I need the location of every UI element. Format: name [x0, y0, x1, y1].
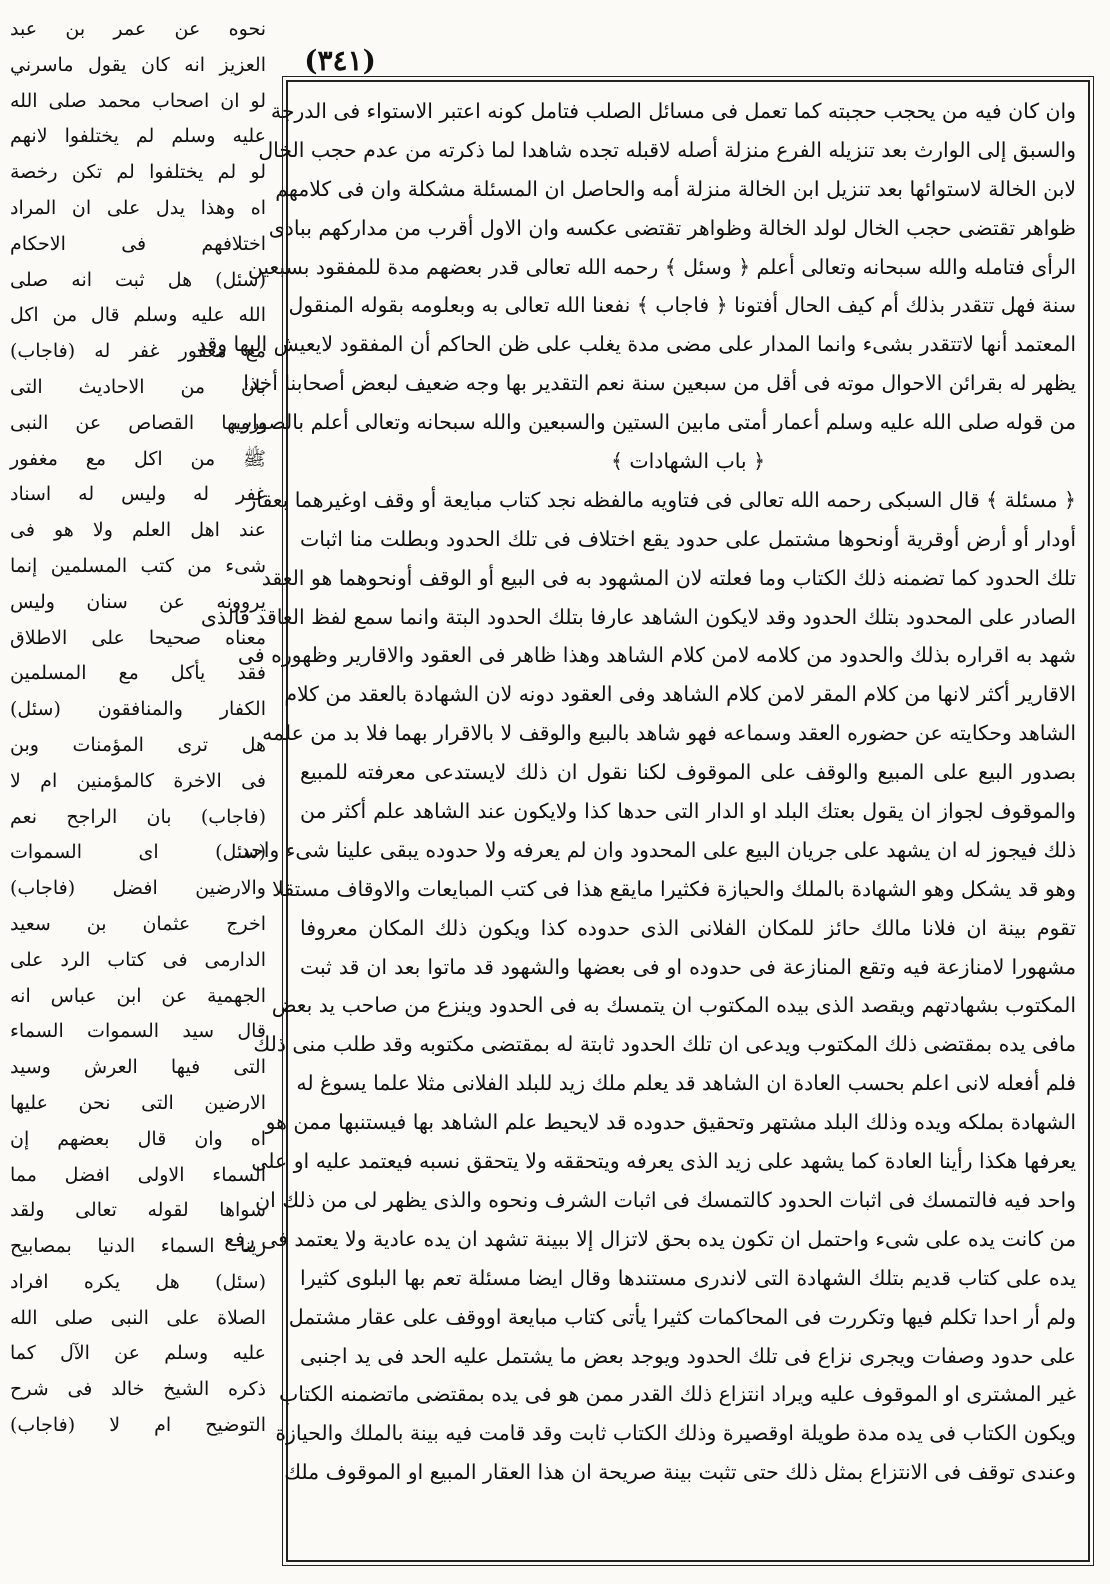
margin-text-line: زينا السماء الدنيا بمصابيح [10, 1235, 266, 1258]
main-text-line: فلم أفعله لانى اعلم بحسب العادة ان الشاهد قد يعلم ملك زيد للبلد الفلانى مثلا علما يسوغ له [296, 1071, 1076, 1096]
margin-text-line: الارضين التى نحن عليها [10, 1091, 266, 1114]
main-text-line: من قوله صلى الله عليه وسلم أعمار أمتى مابين الستين والسبعين والله سبحانه وتعالى أعلم بالصواب [232, 410, 1076, 435]
margin-text-line: يروونه عن سنان وليس [10, 590, 266, 613]
margin-commentary-column [10, 8, 272, 1568]
margin-text-line: عليه وسلم لم يختلفوا لانهم [10, 125, 266, 148]
margin-text-line: لو لم يختلفوا لم تكن رخصة [10, 161, 266, 184]
main-text-line: والسبق إلى الوارث بعد تنزيله الفرع منزلة أصله لاقبله تجده شاهدا لما ذكرته من عدم حجب الخال [258, 137, 1076, 162]
main-text-line: ولم أر احدا تكلم فيها وتكررت فى المحاكمات كثيرا يأتى كتاب مبايعة اووقف على عقار مشتمل [288, 1304, 1076, 1329]
main-text-line: شهد به اقراره بذلك والحدود من كلامه لامن كلام الشاهد وهذا ظاهر فى العقود والاقارير وظهوره فى [237, 643, 1076, 668]
margin-text-line: بان من الاحاديث التى [10, 375, 266, 398]
margin-text-line: يرويها القصاص عن النبى [10, 411, 266, 434]
margin-text-line: نحوه عن عمر بن عبد [10, 18, 266, 40]
margin-text-line: التى فيها العرش وسيد [10, 1056, 266, 1079]
main-text-line: واحد فيه فالتمسك فى اثبات الحدود كالتمسك فى اثبات الشرف ونحوه والذى يظهر لى من ذلك ان [255, 1187, 1076, 1212]
main-text-line: أودار أو أرض أوقرية أونحوها مشتمل على حدود يقع اختلاف فى تلك الحدود وبطلت منا اثبات [300, 526, 1076, 551]
main-text-line: ويكون الكتاب فى يده مدة طويلة اوقصيرة وذلك الكتاب ثابت وقد قامت فيه بينة بالملك والحيازة [275, 1421, 1076, 1446]
margin-text-line: والارضين افضل (فاجاب) [10, 877, 266, 900]
margin-text-line: اختلافهم فى الاحكام [10, 232, 266, 255]
margin-text-line: مع مغفور غفر له (فاجاب) [10, 340, 266, 363]
margin-text-line: فقد يأكل مع المسلمين [10, 662, 266, 685]
main-text-line: الصادر على المحدود بتلك الحدود وقد لايكون الشاهد عارفا بتلك الحدود البتة وانما سمع لفظ العاقد فالذى [200, 604, 1076, 629]
margin-text-line: اه وان قال بعضهم إن [10, 1127, 266, 1150]
margin-text-line: سواها لقوله تعالى ولقد [10, 1199, 266, 1222]
main-text-line: يده على كتاب قديم بتلك الشهادة التى لاندرى مستندها وقال ايضا مسئلة تعم بها البلوى كثيرا [300, 1265, 1076, 1290]
main-text-line: المعتمد أنها لاتتقدر بشىء وانما المدار على مضى مدة يغلب على ظن الحاكم أن المفقود لايعيش اليها وقد [196, 332, 1076, 357]
main-text-line: تلك الحدود كما تضمنه ذلك الكتاب وما فعلته لان المشهود به فى البيع أو الوقف أونحوهما هو العقد [261, 565, 1076, 590]
main-text-line: لابن الخالة لاستوائها بعد تنزيل ابن الخالة منزلة أمه والحاصل ان المسئلة مشكلة وان فى كلامهم [275, 176, 1076, 201]
main-text-line: مشهورا لامنازعة فيه وتقع المنازعة فى حدوده او فى بعضها والشهود قد ماتوا بعد ان قد ثبت [300, 954, 1076, 979]
margin-text-line: عليه وسلم عن الآل كما [10, 1342, 266, 1365]
main-text-frame [196, 80, 1090, 1562]
margin-text-line: (فاجاب) بان الراجح نعم [10, 805, 266, 828]
section-heading: ﴿ باب الشهادات ﴾ [610, 449, 766, 474]
main-text-line: وهو قد يشكل وهو الشهادة بالملك والحيازة فكثيرا مايقع هذا فى كتب المبايعات والاوقاف مستقلا [272, 876, 1076, 901]
margin-text-line: ﷺ من اكل مع مغفور [10, 447, 266, 470]
main-text-line: وان كان فيه من يحجب حجبته كما تعمل فى مسائل الصلب فتامل كونه اعتبر الاستواء فى الدرجة [270, 99, 1076, 123]
main-text-line: الشاهد وحكايته عن حضوره العقد وسماعه فهو شاهد بالبيع والوقف لا بالاقرار بهما فلا بد من علمه [262, 721, 1076, 746]
main-text-line: ظواهر تقتضى حجب الخال لولد الخالة وظواهر تقتضى عكسه وان الاول أقرب من مداركهم ببادى [268, 215, 1076, 240]
margin-text-line: قال سيد السموات السماء [10, 1020, 266, 1043]
margin-text-line: اخرج عثمان بن سعيد [10, 912, 266, 935]
margin-text-line: الكفار والمنافقون (سئل) [10, 698, 266, 721]
margin-text-line: هل ترى المؤمنات وبن [10, 733, 266, 756]
main-text-line: غير المشترى او الموقوف عليه ويراد انتزاع ذلك القدر ممن هو فى يده بمقتضى ماتضمنه الكتاب [279, 1382, 1076, 1407]
margin-text-line: العزيز انه كان يقول ماسرني [10, 53, 266, 76]
main-text-line: تقوم بينة ان فلانا مالك حائز للمكان الفلانى الذى حدوده كذا ويكون ذلك المكان معروفا [300, 915, 1077, 940]
margin-text-line: (سئل) هل ثبت انه صلى [10, 268, 266, 291]
main-text-line: سنة فهل تتقدر بذلك أم كيف الحال أفتونا ﴿ فاجاب ﴾ نفعنا الله تعالى به وبعلومه بقوله المنقول [288, 293, 1076, 318]
main-text-line: المكتوب بشهادتهم ويقصد الذى بيده المكتوب ان يتمسك به فى الحدود وينزع من صاحب يد بعض [271, 993, 1076, 1018]
main-text-line: من كانت يده على شىء واحتمل ان تكون يده بحق لاتزال إلا ببينة تشهد ان يده عادية ولا يعتمد فى رفع [224, 1226, 1076, 1251]
margin-text-line: الصلاة على النبى صلى الله [10, 1306, 266, 1329]
main-text-line: مافى يده بمقتضى ذلك المكتوب ويدعى ان تلك الحدود ثابتة له بمقتضى مكتوبه وقد طلب منى ذلك [253, 1032, 1076, 1057]
margin-text-line: ذكره الشيخ خالد فى شرح [10, 1378, 266, 1401]
page-number: (٣٤١) [304, 44, 376, 77]
margin-text-line: شىء من كتب المسلمين إنما [10, 554, 266, 577]
main-text-line: على حدود وصفات ويجرى نزاع فى تلك الحدود ويوجد بعض ما يشتمل عليه الحد فى يد اجنبى [300, 1343, 1076, 1368]
main-text-line: الشهادة بملكه ويده وذلك البلد مشتهر وتحقيق حدوده قد لايحيط علم الشاهد بها فيستنبها ممن هو [265, 1110, 1076, 1135]
margin-text-line: السماء الاولى افضل مما [10, 1163, 266, 1186]
margin-text-line: الله عليه وسلم قال من اكل [10, 304, 266, 327]
margin-text-line: معناه صحيحا على الاطلاق [10, 626, 266, 649]
main-text-line: ﴿ مسئلة ﴾ قال السبكى رحمه الله تعالى فى فتاويه مالفظه نجد كتاب مبايعة أو وقف اوغيرهما بعقار [246, 487, 1076, 512]
main-text-line: يظهر له بقرائن الاحوال موته فى أقل من سبعين سنة نعم التقدير بها وجه ضعيف لبعض أصحابنا أخذا [243, 371, 1076, 396]
margin-text-line: الدارمى فى كتاب الرد على [10, 948, 266, 971]
margin-text-line: لو ان اصحاب محمد صلى الله [10, 89, 266, 112]
margin-text-line: (سئل) اى السموات [10, 841, 266, 864]
main-text-line: الاقارير أكثر لانها من كلام المقر لامن كلام الشاهد وفى العقود دونه لان الشهادة بالعقد من كلام [284, 682, 1076, 707]
margin-text-line: غفر له وليس له اسناد [10, 483, 266, 506]
main-text-line: والموقوف لجواز ان يقول بعتك البلد او الدار التى حدها كذا ولايكون عند الشاهد علم أكثر من [300, 799, 1076, 824]
main-text-line: يعرفها هكذا رأينا العادة كما يشهد على زيد الذى يعرفه ويتحققه ولا يتحقق نسبه فيعتمد عليه او على [251, 1149, 1076, 1174]
margin-text-line: (سئل) هل يكره افراد [10, 1270, 266, 1293]
main-text-line: بصدور البيع على المبيع والوقف على الموقوف لكنا نقول ان ذلك لايستدعى معرفته للمبيع [300, 760, 1076, 785]
margin-text-line: فى الاخرة كالمؤمنين ام لا [10, 769, 266, 792]
margin-text-line: التوضيح ام لا (فاجاب) [10, 1414, 266, 1437]
margin-text-line: عند اهل العلم ولا هو فى [10, 519, 266, 542]
margin-text-line: الجهمية عن ابن عباس انه [10, 984, 266, 1007]
main-text-line: وعندى توقف فى الانتزاع بمثل ذلك حتى تثبت بينة صريحة ان هذا العقار المبيع او الموقوف ملك [284, 1460, 1076, 1485]
margin-text-line: اه وهذا يدل على ان المراد [10, 196, 266, 219]
main-text-line: الرأى فتامله والله سبحانه وتعالى أعلم ﴿ وسئل ﴾ رحمه الله تعالى قدر بعضهم مدة للمفقود بسبعين [247, 254, 1076, 279]
main-text-line: ذلك فيجوز له ان يشهد على جريان البيع على المحدود وان لم يعرفه ولا حدوده يبقى علينا شىء واحد [240, 837, 1076, 862]
